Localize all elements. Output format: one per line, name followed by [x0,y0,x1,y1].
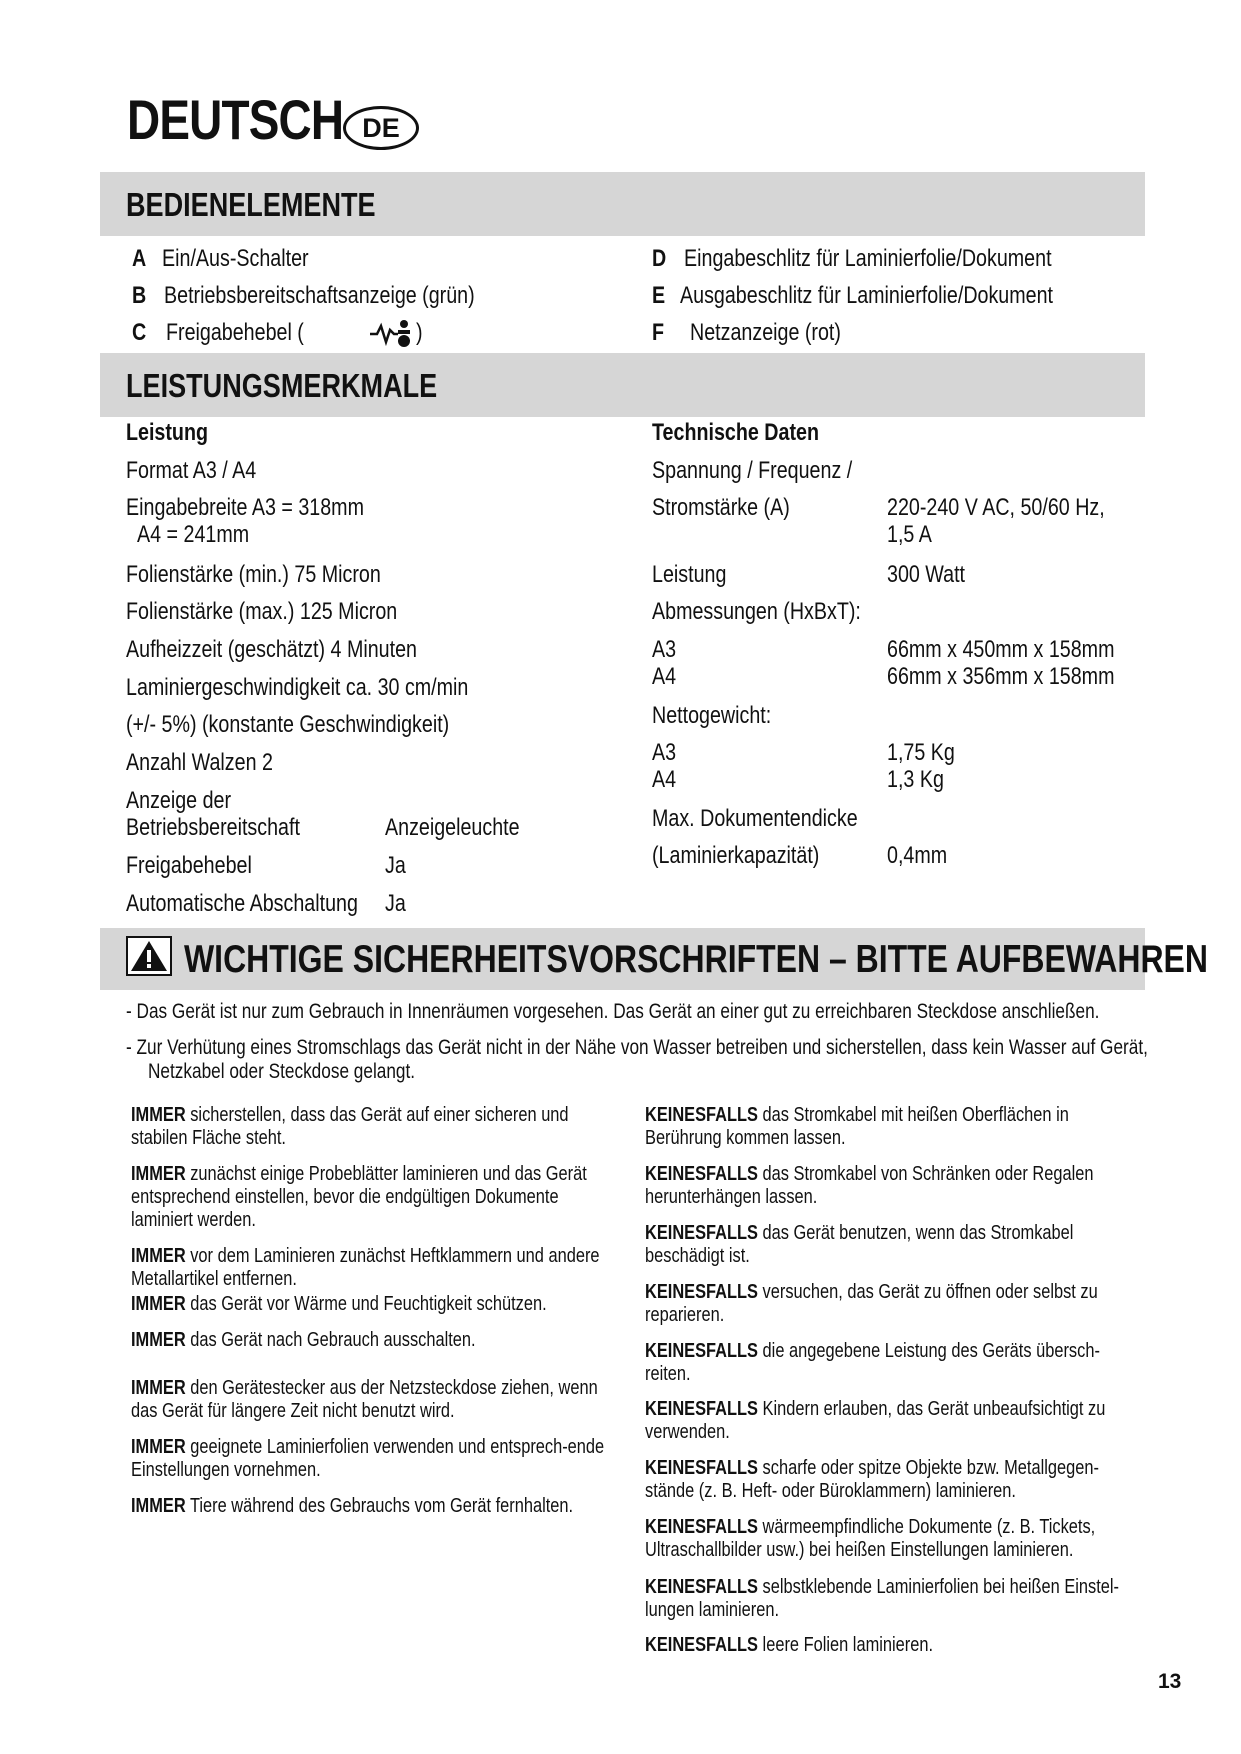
never-rule [645,1340,1129,1386]
never-keyword: KEINESFALLS [645,1398,758,1420]
always-rule [131,1104,615,1150]
section-title-safety: WICHTIGE SICHERHEITSVORSCHRIFTEN – BITTE AUFBEWAHREN [184,938,1208,981]
control-letter: B [132,282,147,309]
technical-heading: Technische Daten [652,419,819,446]
spec-ready-label-2: Betriebsbereitschaft [126,814,300,841]
control-letter: C [132,319,147,346]
never-keyword: KEINESFALLS [645,1281,758,1303]
spec-weight-a3-value: 1,75 Kg [887,739,955,766]
spec-weight-a4-label: A4 [652,766,677,793]
never-keyword: KEINESFALLS [645,1634,758,1656]
never-rule-text: versuchen, das Gerät zu öffnen oder selbst zu reparieren. [645,1281,1098,1326]
spec-warmup: Aufheizzeit (geschätzt) 4 Minuten [126,636,417,663]
spec-ready-value: Anzeigeleuchte [385,814,520,841]
safety-intro-line: - Das Gerät ist nur zum Gebrauch in Innenräumen vorgesehen. Das Gerät an einer gut zu erreichbaren Steckdose anschließen. [126,1000,1100,1023]
never-rule [645,1634,1129,1657]
never-rule-text: selbstklebende Laminierfolien bei heißen Einstel-lungen laminieren. [645,1576,1120,1621]
control-letter: E [652,282,666,309]
always-keyword: IMMER [131,1329,186,1351]
never-rule-text: Kindern erlauben, das Gerät unbeaufsichtigt zu verwenden. [645,1398,1106,1443]
always-keyword: IMMER [131,1436,186,1458]
warning-icon [126,936,172,976]
always-rule-text: Tiere während des Gebrauchs vom Gerät fernhalten. [189,1495,574,1517]
spec-input-width-a4: A4 = 241mm [137,521,250,548]
spec-autooff-value: Ja [385,890,406,917]
control-letter: A [132,245,147,272]
never-rule [645,1576,1129,1622]
never-rule-text: das Stromkabel von Schränken oder Regalen herunterhängen lassen. [645,1163,1094,1208]
spec-dims-a3-value: 66mm x 450mm x 158mm [887,636,1115,663]
spec-rollers: Anzahl Walzen 2 [126,749,273,776]
spec-dims-a3-label: A3 [652,636,677,663]
section-bar-controls [100,172,1145,236]
never-keyword: KEINESFALLS [645,1340,758,1362]
control-label: Eingabeschlitz für Laminierfolie/Dokument [684,245,1052,272]
never-rule-text: das Gerät benutzen, wenn das Stromkabel beschädigt ist. [645,1222,1074,1267]
spec-speed: Laminiergeschwindigkeit ca. 30 cm/min [126,674,469,701]
spec-voltage-label-2: Stromstärke (A) [652,494,790,521]
spec-thickness-value: 0,4mm [887,842,948,869]
section-bar-safety [100,928,1208,990]
always-rule [131,1377,615,1423]
always-keyword: IMMER [131,1495,186,1517]
spec-voltage-label: Spannung / Frequenz / [652,457,853,484]
always-keyword: IMMER [131,1245,186,1267]
never-keyword: KEINESFALLS [645,1222,758,1244]
never-keyword: KEINESFALLS [645,1104,758,1126]
control-letter: F [652,319,665,346]
spec-weight-a4-value: 1,3 Kg [887,766,944,793]
never-rule-text: scharfe oder spitze Objekte bzw. Metallgegen-stände (z. B. Heft- oder Büroklammern) laminieren. [645,1457,1099,1502]
language-badge: DE [343,106,419,150]
section-title-features: LEISTUNGSMERKMALE [126,367,438,404]
control-letter: D [652,245,667,272]
never-rule-text: wärmeempfindliche Dokumente (z. B. Tickets, Ultraschallbilder usw.) bei heißen Einstellungen laminieren. [645,1516,1096,1561]
release-lever-icon [368,318,412,348]
spec-ready-label: Anzeige der [126,787,232,814]
control-label: Freigabehebel ( [166,319,304,346]
never-rule [645,1163,1129,1209]
control-label-end: ) [416,319,423,346]
always-rule [131,1436,615,1482]
never-rule [645,1398,1129,1444]
never-rule [645,1222,1129,1268]
always-keyword: IMMER [131,1377,186,1399]
spec-power-value: 300 Watt [887,561,966,588]
spec-input-width: Eingabebreite A3 = 318mm [126,494,364,521]
always-keyword: IMMER [131,1293,186,1315]
always-rule [131,1495,615,1518]
spec-weight-a3-label: A3 [652,739,677,766]
never-rule [645,1281,1129,1327]
never-rule [645,1104,1129,1150]
always-rule-text: sicherstellen, dass das Gerät auf einer sicheren und stabilen Fläche steht. [131,1104,569,1149]
never-rule [645,1457,1129,1503]
always-rule-text: zunächst einige Probeblätter laminieren und das Gerät entsprechend einstellen, bevor die endgültigen Dokumente laminiert werden. [131,1163,587,1231]
always-rule [131,1245,615,1291]
spec-autooff-label: Automatische Abschaltung [126,890,358,917]
always-rule-text: vor dem Laminieren zunächst Heftklammern und andere Metallartikel entfernen. [131,1245,600,1290]
always-rule-text: den Gerätestecker aus der Netzsteckdose ziehen, wenn das Gerät für längere Zeit nicht benutzt wird. [131,1377,598,1422]
spec-power-label: Leistung [652,561,727,588]
control-label: Ein/Aus-Schalter [162,245,309,272]
never-rule [645,1516,1129,1562]
control-label: Netzanzeige (rot) [690,319,841,346]
spec-thickness-label-2: (Laminierkapazität) [652,842,820,869]
performance-heading: Leistung [126,419,208,446]
safety-intro-line: - Zur Verhütung eines Stromschlags das Gerät nicht in der Nähe von Wasser betreiben und sicherstellen, dass kein Wasser auf Gerät, [126,1036,1148,1059]
always-rule-text: das Gerät nach Gebrauch ausschalten. [190,1329,476,1351]
always-rule [131,1329,615,1352]
always-keyword: IMMER [131,1104,186,1126]
never-rule-text: die angegebene Leistung des Geräts übersch-reiten. [645,1340,1100,1385]
spec-thickness-label: Max. Dokumentendicke [652,805,858,832]
spec-dims-a4-label: A4 [652,663,677,690]
always-rule-text: geeignete Laminierfolien verwenden und entsprech-ende Einstellungen vornehmen. [131,1436,605,1481]
always-rule [131,1293,615,1316]
always-keyword: IMMER [131,1163,186,1185]
page-number: 13 [1158,1670,1182,1693]
never-keyword: KEINESFALLS [645,1457,758,1479]
section-bar-features [100,353,1145,417]
spec-film-max: Folienstärke (max.) 125 Micron [126,598,398,625]
spec-weight-label: Nettogewicht: [652,702,772,729]
never-keyword: KEINESFALLS [645,1576,758,1598]
spec-format: Format A3 / A4 [126,457,257,484]
control-label: Betriebsbereitschaftsanzeige (grün) [164,282,475,309]
spec-current-value: 1,5 A [887,521,932,548]
never-rule-text: das Stromkabel mit heißen Oberflächen in Berührung kommen lassen. [645,1104,1069,1149]
always-rule-text: das Gerät vor Wärme und Feuchtigkeit schützen. [190,1293,547,1315]
never-rule-text: leere Folien laminieren. [762,1634,934,1656]
always-rule [131,1163,615,1232]
spec-release-value: Ja [385,852,406,879]
never-keyword: KEINESFALLS [645,1516,758,1538]
spec-voltage-value: 220-240 V AC, 50/60 Hz, [887,494,1105,521]
spec-dims-a4-value: 66mm x 356mm x 158mm [887,663,1115,690]
spec-speed-note: (+/- 5%) (konstante Geschwindigkeit) [126,711,450,738]
page-title: DEUTSCH [127,88,344,151]
section-title-controls: BEDIENELEMENTE [126,186,376,223]
safety-intro-line: Netzkabel oder Steckdose gelangt. [148,1060,416,1083]
control-label: Ausgabeschlitz für Laminierfolie/Dokument [680,282,1054,309]
never-keyword: KEINESFALLS [645,1163,758,1185]
spec-film-min: Folienstärke (min.) 75 Micron [126,561,381,588]
spec-dims-label: Abmessungen (HxBxT): [652,598,861,625]
spec-release-label: Freigabehebel [126,852,252,879]
